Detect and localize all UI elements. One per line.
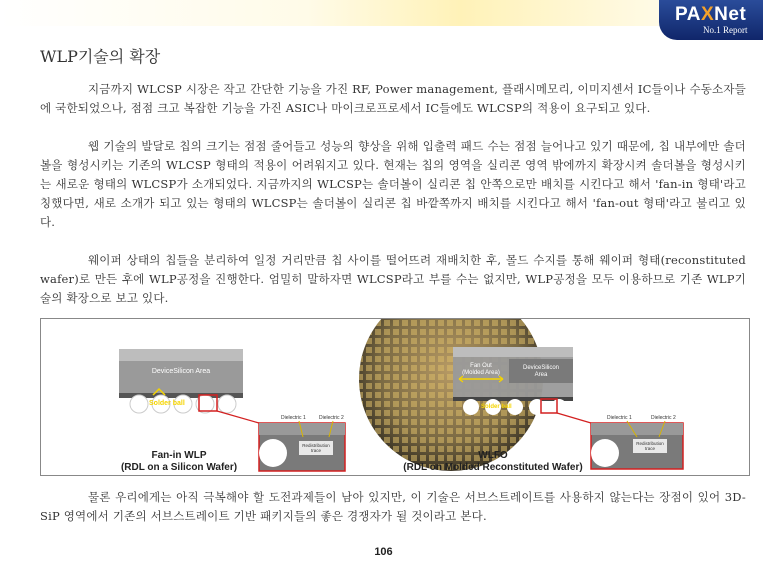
svg-text:Dielectric 1: Dielectric 1: [281, 415, 306, 421]
logo-tagline: No.1 Report: [703, 25, 748, 35]
svg-text:(Molded Area): (Molded Area): [462, 370, 500, 376]
fanin-caption-sub: (RDL on a Silicon Wafer): [120, 462, 238, 473]
fanin-area-label: DeviceSilicon Area: [151, 368, 211, 375]
svg-text:trace: trace: [310, 448, 322, 453]
paragraph-2: 웹 기술의 발달로 칩의 크기는 점점 줄어들고 성능의 향상을 위해 입출력 패드 수는 점점 늘어나고 있기 때문에, 칩 내부에만 솔더볼을 형성시키는 기존의 WLCSP 형태의 적용이 어려워지고 있다. 현재는 칩의 영역을 실리콘 영역 밖에까지 확장시켜 솔더볼을 형성시키는 새로운 형태의 WLCSP가 소개되었다. 지금까지의 WLCSP는 솔더볼이 실리콘 칩 안쪽으로만 배치를 시킨다고 해서 'fan-in 형태'라고 칭했다면, 새로 소개가 되고 있는 형태의 WLCSP는 솔더볼이 실리콘 칩 바깥쪽까지 배치를 시킨다고 해서 'fan-out 형태'라고 불리고 있다.: [40, 139, 746, 229]
svg-text:Redistribution: Redistribution: [302, 443, 330, 448]
header-band: [0, 0, 767, 26]
fanin-ball-label: Solder ball: [149, 400, 185, 407]
svg-text:Area: Area: [534, 372, 548, 378]
wlfo-caption-sub: (RDL on Molded Reconstituted Wafer): [403, 462, 583, 473]
wlfo-diagram: [359, 319, 683, 471]
svg-text:trace: trace: [644, 446, 656, 451]
svg-text:Dielectric 2: Dielectric 2: [319, 415, 344, 421]
svg-text:DeviceSilicon: DeviceSilicon: [522, 365, 560, 371]
svg-text:Solder ball: Solder ball: [481, 404, 512, 410]
section-title: WLP기술의 확장: [40, 47, 161, 66]
fanin-caption-title: Fan-in WLP: [151, 450, 207, 461]
svg-text:Dielectric 2: Dielectric 2: [651, 415, 676, 421]
wlfo-caption-title: WLFO: [478, 450, 508, 461]
closing-paragraph: 물론 우리에게는 아직 극복해야 할 도전과제들이 남아 있지만, 이 기술은 서브스트레이트를 사용하지 않는다는 장점이 있어 3D-SiP 영역에서 기존의 서브스트레이트 기반 패키지들의 좋은 경쟁자가 될 것이라고 본다.: [40, 490, 746, 523]
paxnet-logo: PAXNet No.1 Report: [659, 0, 763, 40]
page-number: 106: [374, 546, 393, 558]
svg-text:Fan Out: Fan Out: [470, 363, 492, 369]
paragraph-3: 웨이퍼 상태의 칩들을 분리하여 일정 거리만큼 칩 사이를 떨어뜨려 재배치한 후, 몰드 수지를 통해 웨이퍼 형태(reconstituted wafer)로 만든 후에 WLP공정을 진행한다. 엄밀히 말하자면 WLCSP라고 부를 수는 없지만, WLP공정을 모두 이용하므로 기존 WLP기술의 확장으로 보고 있다.: [40, 253, 746, 305]
svg-text:Redistribution: Redistribution: [636, 441, 664, 446]
svg-text:Dielectric 1: Dielectric 1: [607, 415, 632, 421]
paragraph-1: 지금까지 WLCSP 시장은 작고 간단한 기능을 가진 RF, Power management, 플래시메모리, 이미지센서 IC들이나 수동소자들에 국한되었으나, 점점 크고 복잡한 기능을 가진 ASIC나 마이크로프로세서 IC들에도 WLCSP의 적용이 요구되고 있다.: [40, 82, 746, 115]
wlp-figure: [40, 318, 750, 476]
